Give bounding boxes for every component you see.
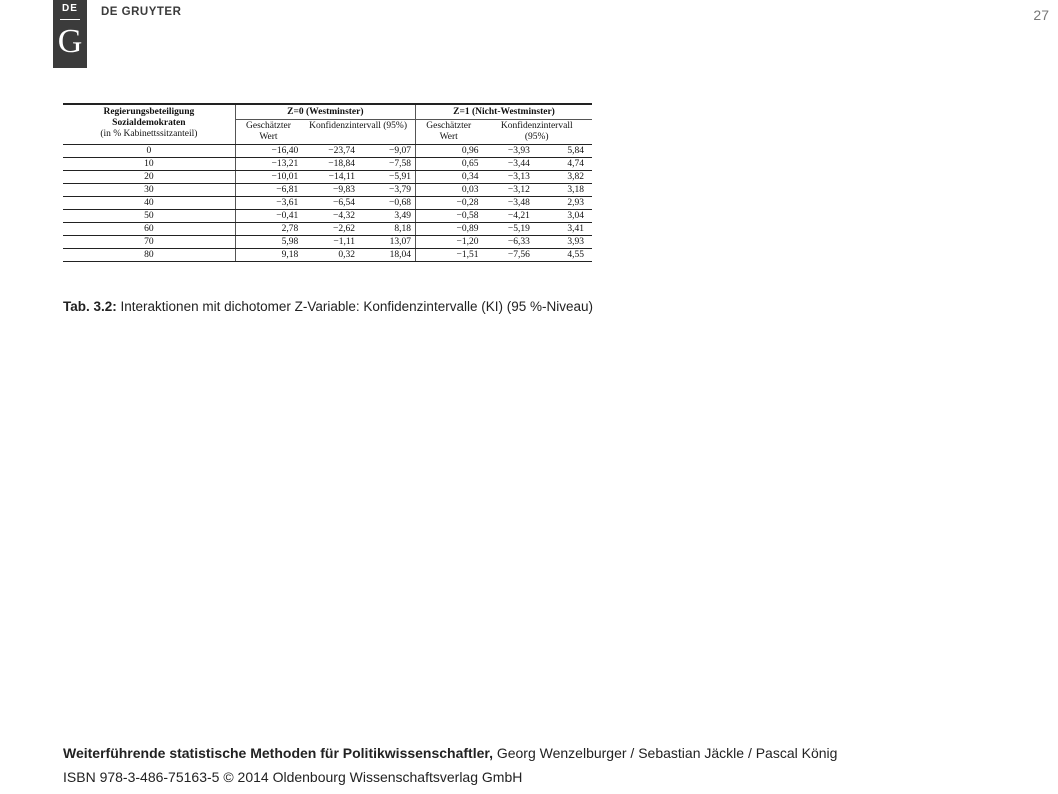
table-row [63,184,592,197]
estimate-z0-cell: 9,18 [235,249,301,262]
ci-lower-z0-cell: 0,32 [301,249,357,262]
book-title: Weiterführende statistische Methoden für Politikwissenschaftler, [63,745,493,761]
ci-lower-z1-cell: −3,48 [481,197,531,210]
footer-citation [63,741,837,765]
cabinet-share-cell: 10 [63,158,235,171]
cabinet-share-cell: 50 [63,210,235,223]
cabinet-share-cell: 30 [63,184,235,197]
cabinet-share-cell: 40 [63,197,235,210]
ci-lower-z1-cell: −3,13 [481,171,531,184]
ci-lower-z0-cell: −18,84 [301,158,357,171]
ci-upper-z0-cell: −0,68 [357,197,415,210]
isbn-line: ISBN 978-3-486-75163-5 © 2014 Oldenbourg Wissenschaftsverlag GmbH [63,769,523,785]
book-authors: Georg Wenzelburger / Sebastian Jäckle / Pascal König [496,745,838,761]
cabinet-share-cell: 80 [63,249,235,262]
ci-lower-z0-cell: −2,62 [301,223,357,236]
ci-upper-z1-cell: 2,93 [532,197,592,210]
table-row [63,210,592,223]
estimate-header-z0-line-2: Wert [259,132,278,142]
estimate-z0-cell: −0,41 [235,210,301,223]
ci-lower-z1-cell: −3,93 [481,145,531,158]
estimate-header-z0 [235,120,301,145]
publisher-name: DE GRUYTER [101,6,182,18]
estimate-z1-cell: −0,28 [415,197,481,210]
table-image [63,103,592,262]
table-row [63,158,592,171]
ci-header-z0: Konfidenzintervall (95%) [301,120,415,145]
table-row [63,145,592,158]
cabinet-share-cell: 20 [63,171,235,184]
ci-header-z1-line-2: (95%) [524,132,549,142]
ci-upper-z0-cell: −3,79 [357,184,415,197]
row-label-header-line-3: (in % Kabinettssitzanteil) [100,129,198,139]
logo-top-text: DE [62,3,78,14]
ci-lower-z1-cell: −6,33 [481,236,531,249]
ci-lower-z0-cell: −4,32 [301,210,357,223]
publisher-logo [53,0,87,68]
ci-lower-z1-cell: −3,12 [481,184,531,197]
ci-header-z1 [481,120,592,145]
estimate-z1-cell: −0,89 [415,223,481,236]
caption-label: Tab. 3.2: [63,299,117,314]
logo-bottom-text: G [57,23,83,60]
table-row [63,223,592,236]
table-body [63,145,592,262]
estimate-z0-cell: −10,01 [235,171,301,184]
ci-upper-z0-cell: −9,07 [357,145,415,158]
ci-lower-z0-cell: −23,74 [301,145,357,158]
ci-upper-z0-cell: 3,49 [357,210,415,223]
ci-lower-z1-cell: −3,44 [481,158,531,171]
group-header-z0: Z=0 (Westminster) [235,104,415,120]
ci-lower-z0-cell: −14,11 [301,171,357,184]
estimate-header-z1-line-2: Wert [439,132,458,142]
confidence-interval-table [63,103,592,262]
ci-upper-z0-cell: 18,04 [357,249,415,262]
ci-upper-z1-cell: 5,84 [532,145,592,158]
ci-upper-z1-cell: 4,74 [532,158,592,171]
table-caption [63,299,593,314]
estimate-z1-cell: −1,20 [415,236,481,249]
ci-lower-z0-cell: −1,11 [301,236,357,249]
estimate-header-z1-line-1: Geschätzter [426,121,472,131]
estimate-z1-cell: 0,65 [415,158,481,171]
ci-upper-z1-cell: 3,82 [532,171,592,184]
row-label-header-line-2: Sozialdemokraten [112,118,186,128]
estimate-z1-cell: −1,51 [415,249,481,262]
ci-upper-z1-cell: 3,93 [532,236,592,249]
row-label-header [63,104,235,145]
row-label-header-line-1: Regierungsbeteiligung [103,107,195,117]
estimate-z0-cell: −13,21 [235,158,301,171]
cabinet-share-cell: 70 [63,236,235,249]
estimate-z1-cell: 0,03 [415,184,481,197]
ci-upper-z0-cell: −7,58 [357,158,415,171]
ci-lower-z1-cell: −5,19 [481,223,531,236]
table-row [63,197,592,210]
ci-lower-z1-cell: −4,21 [481,210,531,223]
group-header-z1: Z=1 (Nicht-Westminster) [415,104,592,120]
caption-text: Interaktionen mit dichotomer Z-Variable: Konfidenzintervalle (KI) (95 %-Niveau) [120,299,593,314]
ci-lower-z0-cell: −6,54 [301,197,357,210]
ci-upper-z1-cell: 4,55 [532,249,592,262]
cabinet-share-cell: 60 [63,223,235,236]
estimate-header-z1 [415,120,481,145]
ci-upper-z0-cell: 8,18 [357,223,415,236]
ci-header-z1-line-1: Konfidenzintervall [500,121,573,131]
estimate-z0-cell: −3,61 [235,197,301,210]
ci-upper-z0-cell: 13,07 [357,236,415,249]
estimate-z0-cell: −16,40 [235,145,301,158]
cabinet-share-cell: 0 [63,145,235,158]
page-number: 27 [1033,7,1049,23]
estimate-z0-cell: −6,81 [235,184,301,197]
estimate-z0-cell: 2,78 [235,223,301,236]
ci-upper-z1-cell: 3,41 [532,223,592,236]
ci-upper-z0-cell: −5,91 [357,171,415,184]
table-row [63,249,592,262]
estimate-z1-cell: 0,96 [415,145,481,158]
ci-upper-z1-cell: 3,18 [532,184,592,197]
estimate-z1-cell: 0,34 [415,171,481,184]
estimate-z1-cell: −0,58 [415,210,481,223]
estimate-z0-cell: 5,98 [235,236,301,249]
ci-upper-z1-cell: 3,04 [532,210,592,223]
estimate-header-z0-line-1: Geschätzter [246,121,291,131]
ci-lower-z0-cell: −9,83 [301,184,357,197]
ci-lower-z1-cell: −7,56 [481,249,531,262]
table-row [63,171,592,184]
book-footer [63,741,837,789]
table-row [63,236,592,249]
